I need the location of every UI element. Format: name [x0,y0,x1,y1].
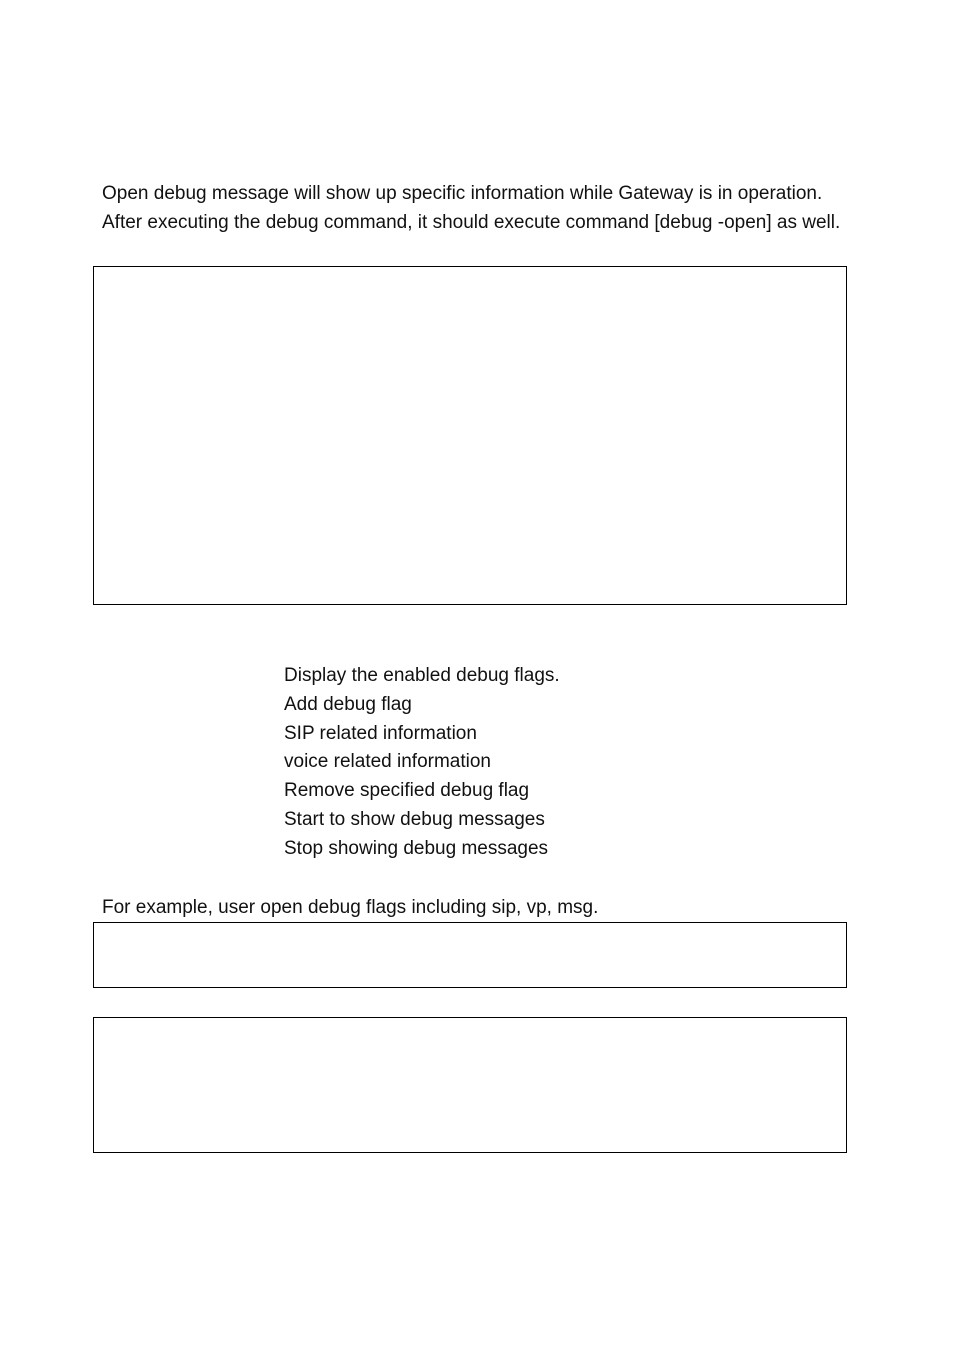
example-paragraph: For example, user open debug flags including sip, vp, msg. [102,897,599,918]
description-item: SIP related information [284,722,477,744]
example-output-box [93,1017,847,1153]
example-command-box [93,922,847,988]
description-item: voice related information [284,751,491,773]
description-item: Display the enabled debug flags. [284,665,560,686]
intro-paragraph: Open debug message will show up specific information while Gateway is in operation. After executing the debug command, it should execute command [debug -open] as well. [102,183,841,233]
description-item: Add debug flag [284,693,412,715]
description-item: Remove specified debug flag [284,780,530,802]
parameter-description-list [284,662,560,864]
description-item: Start to show debug messages [284,808,545,830]
description-item: Stop showing debug messages [284,837,549,859]
command-syntax-box [93,266,847,605]
